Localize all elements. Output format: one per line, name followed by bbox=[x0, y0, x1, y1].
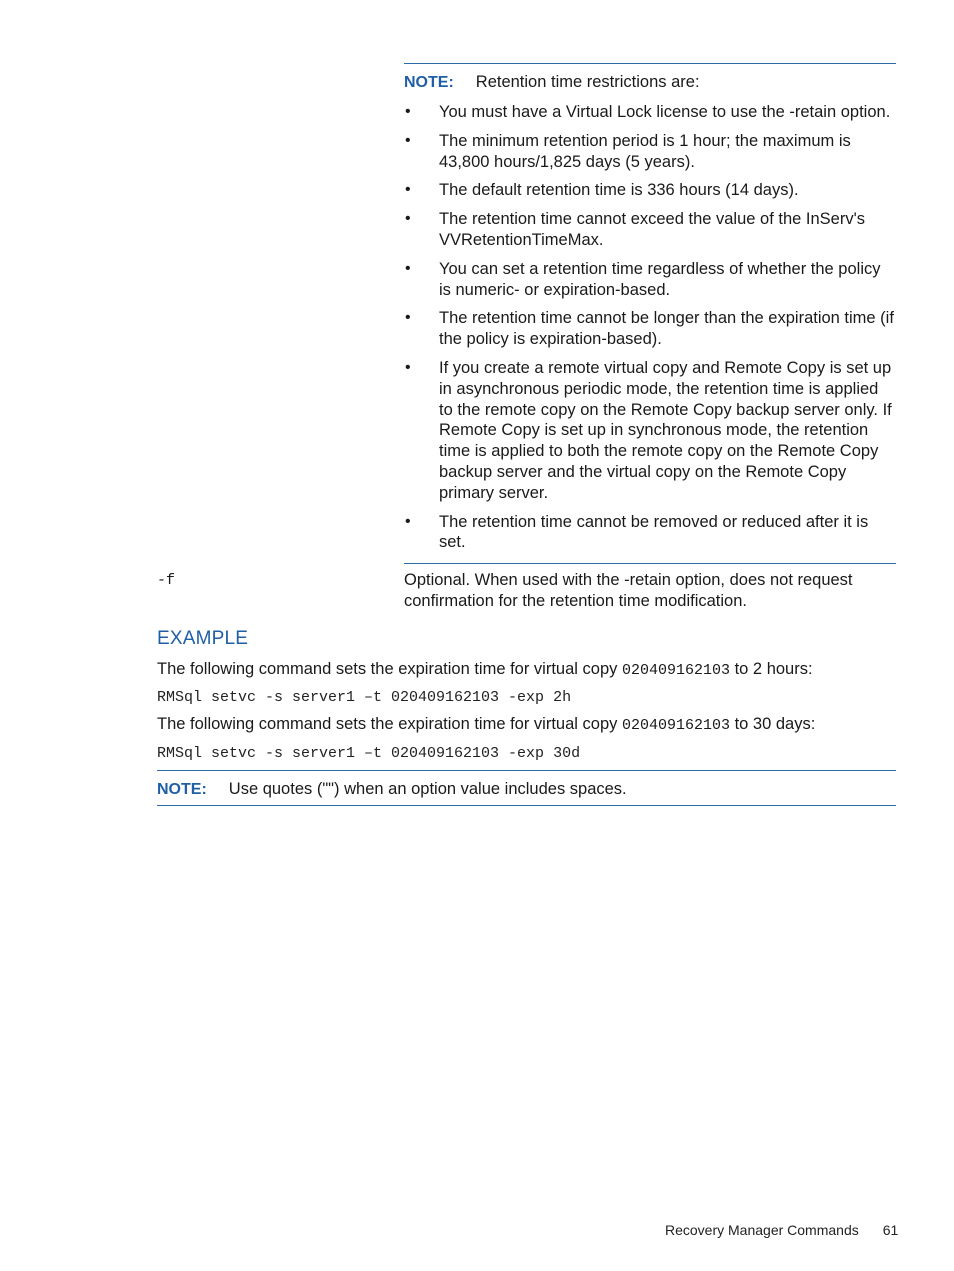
quotes-note bbox=[157, 770, 896, 806]
note-text: Use quotes ("") when an option value includes spaces. bbox=[228, 780, 627, 798]
note-header bbox=[404, 72, 896, 92]
footer-title: Recovery Manager Commands bbox=[665, 1222, 859, 1238]
list-item: • The retention time cannot be removed or reduced after it is set. bbox=[404, 512, 896, 554]
option-description: Optional. When used with the -retain option, does not request confirmation for the retention time modification. bbox=[404, 571, 853, 610]
paragraph-text: to 2 hours: bbox=[730, 660, 813, 678]
paragraph-text: The following command sets the expiration time for virtual copy bbox=[157, 715, 622, 733]
code-example-1: RMSql setvc -s server1 –t 020409162103 -exp 2h bbox=[157, 689, 572, 706]
note-header bbox=[157, 779, 896, 799]
inline-code: 020409162103 bbox=[621, 717, 730, 734]
page-number: 61 bbox=[882, 1222, 899, 1238]
list-item: • The retention time cannot be longer than the expiration time (if the policy is expiration-based). bbox=[404, 308, 896, 350]
paragraph-text: The following command sets the expiration time for virtual copy bbox=[157, 660, 622, 678]
list-item: • The minimum retention period is 1 hour; the maximum is 43,800 hours/1,825 days (5 years). bbox=[404, 131, 896, 173]
example-paragraph-1 bbox=[157, 659, 813, 681]
page-footer bbox=[665, 1222, 898, 1238]
inline-code: 020409162103 bbox=[621, 662, 730, 679]
note-label: NOTE: bbox=[404, 74, 454, 91]
list-item: • You must have a Virtual Lock license to use the -retain option. bbox=[404, 102, 896, 123]
example-paragraph-2 bbox=[157, 714, 815, 736]
list-item: • You can set a retention time regardless of whether the policy is numeric- or expiration-based. bbox=[404, 259, 896, 301]
list-item: • The retention time cannot exceed the value of the InServ's VVRetentionTimeMax. bbox=[404, 209, 896, 251]
paragraph-text: to 30 days: bbox=[730, 715, 816, 733]
example-heading: EXAMPLE bbox=[157, 628, 249, 649]
restriction-list bbox=[404, 102, 896, 553]
list-item: • The default retention time is 336 hours (14 days). bbox=[404, 180, 896, 201]
retention-note bbox=[404, 63, 896, 564]
note-intro: Retention time restrictions are: bbox=[475, 73, 700, 91]
note-label: NOTE: bbox=[157, 781, 207, 798]
code-example-2: RMSql setvc -s server1 –t 020409162103 -exp 30d bbox=[157, 745, 581, 762]
option-name: -f bbox=[157, 572, 176, 589]
list-item: • If you create a remote virtual copy and Remote Copy is set up in asynchronous periodic mode, the retention time is applied to the remote copy on the Remote Copy backup server only. If Remote Copy is set up in synchronous mode, the retention time is applied to both the remote copy on the Remote Copy backup server and the virtual copy on the Remote Copy primary server. bbox=[404, 358, 896, 504]
